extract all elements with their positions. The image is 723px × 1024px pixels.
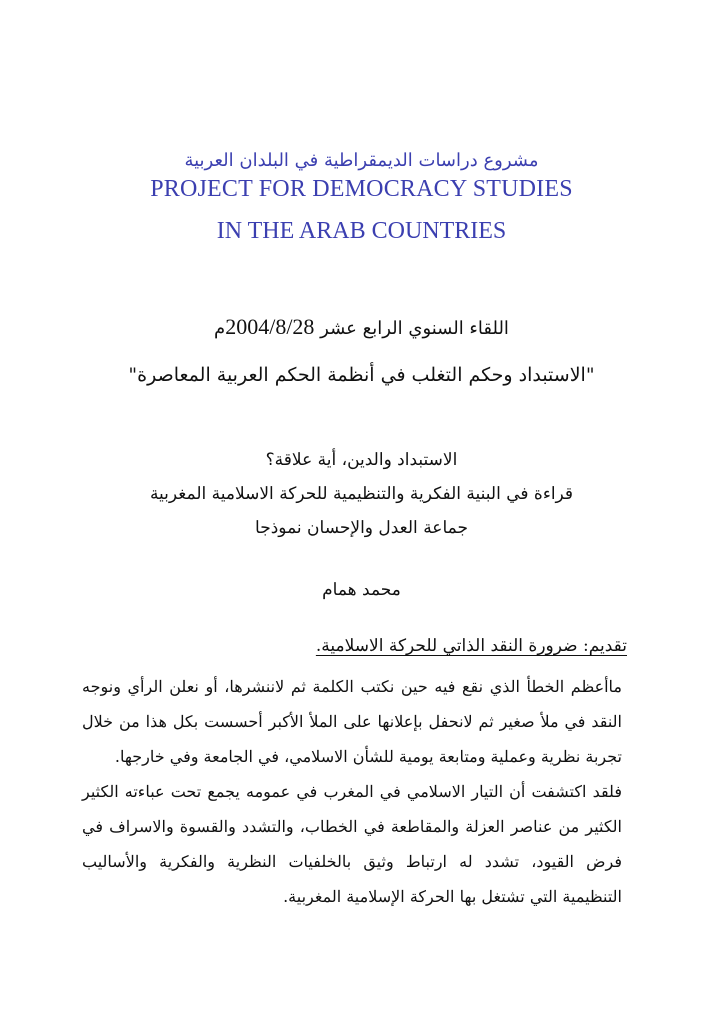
paper-case-study: جماعة العدل والإحسان نموذجا bbox=[255, 518, 468, 538]
section-heading: تقديم: ضرورة النقد الذاتي للحركة الاسلامية. bbox=[315, 636, 627, 656]
paper-title: الاستبداد والدين، أية علاقة؟ bbox=[265, 450, 458, 470]
paper-subtitle: قراءة في البنية الفكرية والتنظيمية للحركة الاسلامية المغربية bbox=[149, 484, 574, 504]
body-paragraph: فلقد اكتشفت أن التيار الاسلامي في المغرب في عمومه يجمع تحت عباءته الكثير الكثير من عناصر العزلة والمقاطعة في الخطاب، والتشدد والقسوة والاسراف في فرض القيود، تشدد له ارتباط وثيق بالخلفيات النظرية والفكرية والأساليب التنظيمية التي تشتغل بها الحركة الإسلامية المغربية. bbox=[82, 782, 622, 906]
meeting-theme: "الاستبداد وحكم التغلب في أنظمة الحكم العربية المعاصرة" bbox=[128, 364, 595, 386]
body-paragraph: ماأعظم الخطأ الذي نقع فيه حين نكتب الكلمة ثم لاننشرها، أو نعلن الرأي ونوجه النقد في ملأ صغير ثم لانحفل بإعلانها على الملأ الأكبر أحسست بكل هذا من خلال تجربة نظرية وعملية ومتابعة يومية للشأن الاسلامي، في الجامعة وفي خارجها. bbox=[82, 677, 622, 766]
author-name: محمد همام bbox=[322, 580, 401, 600]
project-title-line-2: IN THE ARAB COUNTRIES bbox=[216, 218, 507, 244]
arabic-project-title: مشروع دراسات الديمقراطية في البلدان العربية bbox=[184, 150, 539, 171]
project-title-line-1: PROJECT FOR DEMOCRACY STUDIES bbox=[150, 176, 573, 202]
meeting-date: 2004/8/28 bbox=[225, 314, 315, 339]
meeting-date-suffix: م bbox=[214, 318, 226, 339]
meeting-line bbox=[0, 314, 723, 340]
meeting-label: اللقاء السنوي الرابع عشر bbox=[320, 318, 509, 339]
